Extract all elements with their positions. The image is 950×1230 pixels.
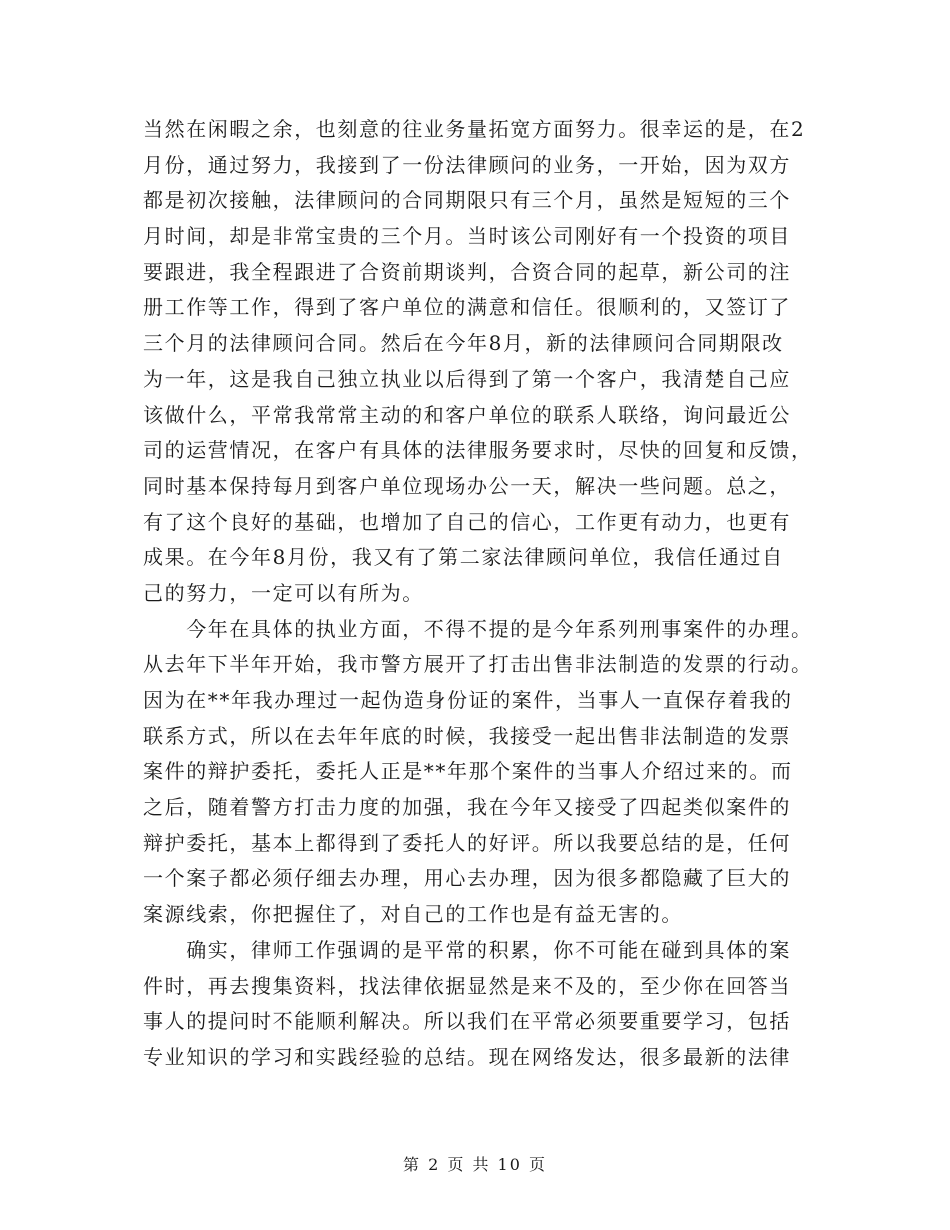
text-line: 同时基本保持每月到客户单位现场办公一天，解决一些问题。总之， bbox=[143, 473, 791, 498]
text-line: 从去年下半年开始，我市警方展开了打击出售非法制造的发票的行动。 bbox=[143, 652, 813, 677]
text-line: 己的努力，一定可以有所为。 bbox=[143, 580, 424, 605]
text-line: 有了这个良好的基础，也增加了自己的信心，工作更有动力，也更有 bbox=[143, 509, 791, 534]
text-line: 事人的提问时不能顺利解决。所以我们在平常必须要重要学习，包括 bbox=[143, 1009, 791, 1034]
text-line: 要跟进，我全程跟进了合资前期谈判，合资合同的起草，新公司的注 bbox=[143, 259, 791, 284]
text-line: 案源线索，你把握住了，对自己的工作也是有益无害的。 bbox=[143, 902, 683, 927]
text-line: 专业知识的学习和实践经验的总结。现在网络发达，很多最新的法律 bbox=[143, 1044, 791, 1069]
page-number-label: 第 2 页 共 10 页 bbox=[403, 1155, 547, 1174]
text-line: 确实，律师工作强调的是平常的积累，你不可能在碰到具体的案 bbox=[143, 937, 791, 962]
text-line: 三个月的法律顾问合同。然后在今年8月，新的法律顾问合同期限改 bbox=[143, 331, 784, 356]
body-text bbox=[143, 112, 813, 1076]
text-line: 件时，再去搜集资料，找法律依据显然是来不及的，至少你在回答当 bbox=[143, 973, 791, 998]
text-line: 案件的辩护委托，委托人正是**年那个案件的当事人介绍过来的。而 bbox=[143, 759, 793, 784]
text-line: 为一年，这是我自己独立执业以后得到了第一个客户，我清楚自己应 bbox=[143, 366, 791, 391]
text-line: 辩护委托，基本上都得到了委托人的好评。所以我要总结的是，任何 bbox=[143, 830, 791, 855]
page-footer bbox=[0, 1152, 950, 1175]
text-line: 该做什么，平常我常常主动的和客户单位的联系人联络，询问最近公 bbox=[143, 402, 791, 427]
text-line: 一个案子都必须仔细去办理，用心去办理，因为很多都隐藏了巨大的 bbox=[143, 866, 791, 891]
text-line: 因为在**年我办理过一起伪造身份证的案件，当事人一直保存着我的 bbox=[143, 688, 793, 712]
text-line: 都是初次接触，法律顾问的合同期限只有三个月，虽然是短短的三个 bbox=[143, 188, 791, 213]
text-line: 联系方式，所以在去年年底的时候，我接受一起出售非法制造的发票 bbox=[143, 723, 791, 748]
text-line: 册工作等工作，得到了客户单位的满意和信任。很顺利的，又签订了 bbox=[143, 295, 791, 320]
text-line: 之后，随着警方打击力度的加强，我在今年又接受了四起类似案件的 bbox=[143, 795, 791, 820]
text-line: 月时间，却是非常宝贵的三个月。当时该公司刚好有一个投资的项目 bbox=[143, 224, 791, 249]
text-line: 司的运营情况，在客户有具体的法律服务要求时，尽快的回复和反馈， bbox=[143, 438, 813, 463]
text-line: 今年在具体的执业方面，不得不提的是今年系列刑事案件的办理。 bbox=[143, 616, 813, 641]
text-line: 当然在闲暇之余，也刻意的往业务量拓宽方面努力。很幸运的是，在2 bbox=[143, 117, 806, 141]
text-line: 月份，通过努力，我接到了一份法律顾问的业务，一开始，因为双方 bbox=[143, 152, 791, 177]
text-line: 成果。在今年8月份，我又有了第二家法律顾问单位，我信任通过自 bbox=[143, 545, 784, 570]
